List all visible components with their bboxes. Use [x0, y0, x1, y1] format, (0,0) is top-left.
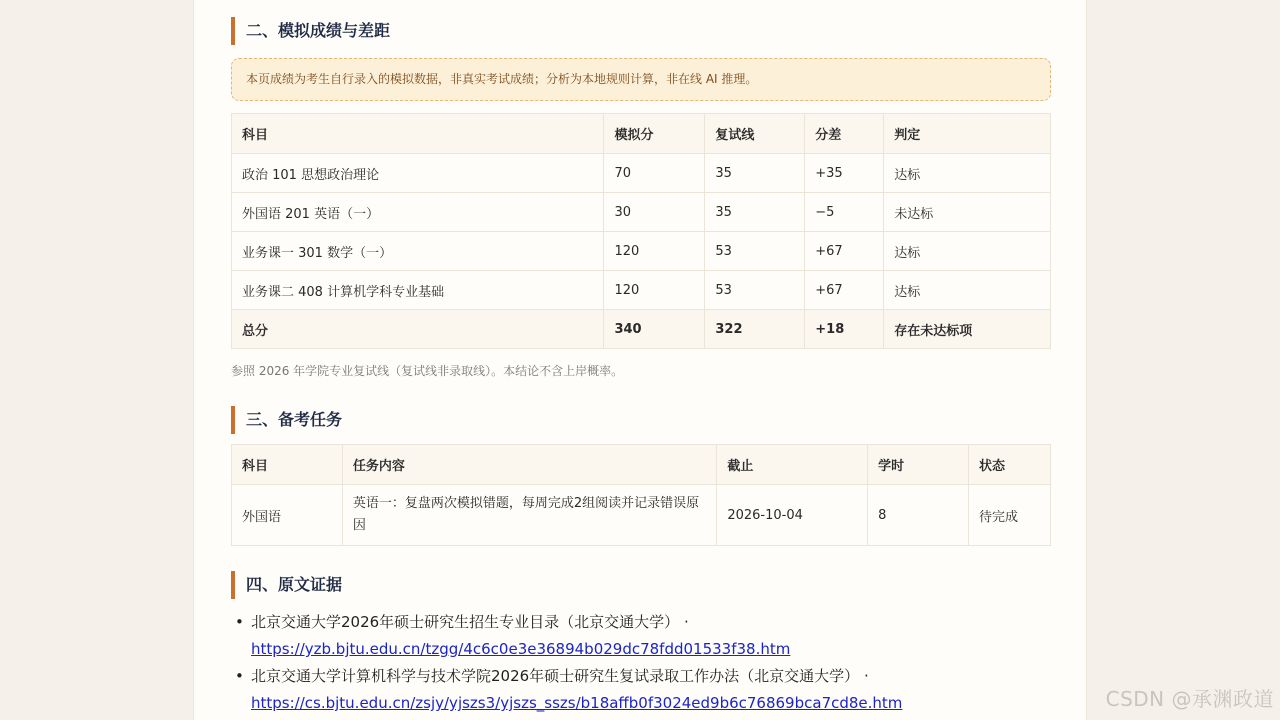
scores-header-row — [232, 114, 1051, 154]
evidence-link[interactable]: https://cs.bjtu.edu.cn/zsjy/yjszs3/yjszs_sszs/b18affb0f3024ed9b6c76869bca7cd8e.htm — [251, 694, 903, 712]
cell-subject: 外国语 — [232, 485, 343, 546]
table-row — [232, 485, 1051, 546]
list-item — [231, 663, 1051, 717]
cell-verdict: 达标 — [884, 271, 1051, 310]
tasks-table — [231, 444, 1051, 546]
cell-retest-line: 53 — [705, 232, 805, 271]
evidence-link[interactable]: https://yzb.bjtu.edu.cn/tzgg/4c6c0e3e36894b029dc78fdd01533f38.htm — [251, 640, 791, 658]
cell-total-diff: +18 — [805, 310, 884, 349]
cell-mock-score: 120 — [604, 271, 705, 310]
bullet-icon: • — [235, 667, 244, 685]
total-row — [232, 310, 1051, 349]
report-page — [193, 0, 1087, 720]
section-title-tasks: 三、备考任务 — [231, 406, 342, 434]
cell-verdict: 达标 — [884, 232, 1051, 271]
cell-hours: 8 — [868, 485, 969, 546]
evidence-separator: · — [679, 613, 689, 631]
header-retest-line: 复试线 — [705, 114, 805, 154]
list-item — [231, 609, 1051, 663]
header-mock-score: 模拟分 — [604, 114, 705, 154]
cell-diff: −5 — [805, 193, 884, 232]
cell-mock-score: 70 — [604, 154, 705, 193]
table-row — [232, 232, 1051, 271]
table-row — [232, 271, 1051, 310]
evidence-title: 北京交通大学计算机科学与技术学院2026年硕士研究生复试录取工作办法（北京交通大学） — [251, 667, 860, 685]
cell-diff: +67 — [805, 271, 884, 310]
cell-verdict: 未达标 — [884, 193, 1051, 232]
cell-subject: 政治 101 思想政治理论 — [232, 154, 604, 193]
bullet-icon: • — [235, 613, 244, 631]
cell-subject: 业务课二 408 计算机学科专业基础 — [232, 271, 604, 310]
tasks-header-row — [232, 445, 1051, 485]
header-verdict: 判定 — [884, 114, 1051, 154]
watermark: CSDN @承渊政道 — [1105, 687, 1274, 711]
cell-total-line: 322 — [705, 310, 805, 349]
section-title-evidence: 四、原文证据 — [231, 571, 342, 599]
cell-status: 待完成 — [969, 485, 1051, 546]
table-row — [232, 193, 1051, 232]
cell-subject: 外国语 201 英语（一） — [232, 193, 604, 232]
cell-subject: 业务课一 301 数学（一） — [232, 232, 604, 271]
cell-retest-line: 35 — [705, 154, 805, 193]
cell-total-label: 总分 — [232, 310, 604, 349]
cell-deadline: 2026-10-04 — [717, 485, 868, 546]
disclaimer-notice: 本页成绩为考生自行录入的模拟数据，非真实考试成绩；分析为本地规则计算，非在线 AI 推理。 — [231, 58, 1051, 101]
cell-total-mock: 340 — [604, 310, 705, 349]
header-hours: 学时 — [868, 445, 969, 485]
evidence-list — [231, 609, 1051, 717]
header-diff: 分差 — [805, 114, 884, 154]
cell-retest-line: 53 — [705, 271, 805, 310]
table-row — [232, 154, 1051, 193]
cell-verdict: 达标 — [884, 154, 1051, 193]
cell-mock-score: 30 — [604, 193, 705, 232]
cell-diff: +35 — [805, 154, 884, 193]
header-status: 状态 — [969, 445, 1051, 485]
header-task-content: 任务内容 — [342, 445, 716, 485]
section-title-scores: 二、模拟成绩与差距 — [231, 17, 390, 45]
reference-note: 参照 2026 年学院专业复试线（复试线非录取线）。本结论不含上岸概率。 — [231, 364, 624, 378]
evidence-title: 北京交通大学2026年硕士研究生招生专业目录（北京交通大学） — [251, 613, 680, 631]
scores-table — [231, 113, 1051, 349]
cell-retest-line: 35 — [705, 193, 805, 232]
cell-total-verdict: 存在未达标项 — [884, 310, 1051, 349]
cell-task-content: 英语一：复盘两次模拟错题，每周完成2组阅读并记录错误原因 — [342, 485, 716, 546]
header-subject: 科目 — [232, 445, 343, 485]
header-subject: 科目 — [232, 114, 604, 154]
header-deadline: 截止 — [717, 445, 868, 485]
cell-diff: +67 — [805, 232, 884, 271]
cell-mock-score: 120 — [604, 232, 705, 271]
evidence-separator: · — [859, 667, 869, 685]
